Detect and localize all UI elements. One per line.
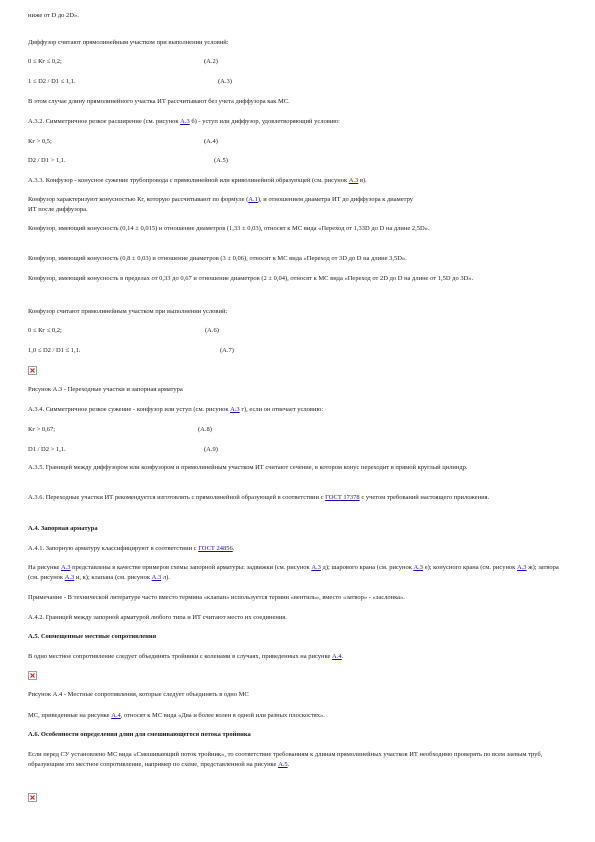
link-gost-24856[interactable]: ГОСТ 24856 xyxy=(198,545,233,552)
text-line: Конфузор, имеющий конусность (0,8 ± 0,03) и отношение диаметров (3 ± 0,06), относят к МС вида «Переход от 3D до D на длине 3,5D». xyxy=(28,255,407,262)
link-figure-a3[interactable]: А.3 xyxy=(348,177,359,184)
formula: D2 / D1 > 1,1. xyxy=(28,157,66,164)
formula: 1,0 ≤ D2 / D1 ≤ 1,1. xyxy=(28,347,81,354)
text-line: А.4.2. Границей между запорной арматурой любого типа и ИТ считают место их соединения. xyxy=(28,614,287,621)
text-line: Конфузор, имеющий конусность в пределах от 0,33 до 0,67 и отношение диаметров (2 ± 0,04), относят к МС вида «Переход от 2D до D на длине от 1,5D до 3D». xyxy=(28,275,474,282)
link-gost-17378[interactable]: ГОСТ 17378 xyxy=(325,494,360,501)
paragraph-a3-4: А.3.4. Симметричное резкое сужение - конфузор или уступ (см. рисунок А.3 г), если он отвечает условию: xyxy=(28,406,324,413)
broken-image-icon xyxy=(28,671,37,680)
figure-caption: Рисунок А.3 - Переходные участки и запорная арматура xyxy=(28,386,183,393)
text-line: А.3.5. Границей между диффузором или конфузором и прямолинейным участком ИТ считают сечение, в котором конус переходит в прямой круглый цилиндр. xyxy=(28,464,468,471)
link-figure-a3[interactable]: А.3 xyxy=(64,574,75,581)
link-figure-a3[interactable]: А.3 xyxy=(60,564,71,571)
text-line: Конфузор считают прямолинейным участком при выполнении условий: xyxy=(28,308,228,315)
paragraph-a3-2: А.3.2. Симметричное резкое расширение (см. рисунок А.3 б) - уступ или диффузор, удовлетворяющий условию: xyxy=(28,118,340,125)
paragraph-a3-3: А.3.3. Конфузор - конусное сужение трубопровода с прямолинейной или криволинейной образующей (см. рисунок А.3 в). xyxy=(28,177,367,184)
formula-number: (А.9) xyxy=(204,446,218,453)
formula-number: (А.6) xyxy=(205,327,219,334)
link-figure-a3[interactable]: А.3 xyxy=(151,574,162,581)
note-line: Примечание - В технической литературе часто вместо термина «клапан» используется термин «вентиль», вместо «затвор» - «заслонка». xyxy=(28,594,405,601)
link-figure-a3[interactable]: А.3 xyxy=(230,406,240,413)
formula-number: (А.2) xyxy=(204,58,218,65)
formula-number: (А.4) xyxy=(204,138,218,145)
broken-image-icon xyxy=(28,366,37,375)
link-figure-a4[interactable]: А.4 xyxy=(332,653,342,660)
text-line: Конфузор, имеющий конусность (0,14 ± 0,015) и отношение диаметров (1,33 ± 0,03), относят к МС вида «Переход от 1,33D до D на длине 2,5D». xyxy=(28,225,430,232)
formula: 0 ≤ Кг ≤ 0,2; xyxy=(28,58,62,65)
figure-caption: Рисунок А.4 - Местные сопротивления, которые следует объединять в одно МС xyxy=(28,691,249,698)
paragraph-a5: В одно местное сопротивление следует объединять тройники с коленами в случаях, приведенных на рисунке А.4. xyxy=(28,653,344,660)
broken-image-icon xyxy=(28,793,37,802)
formula-number: (А.8) xyxy=(198,426,212,433)
section-heading: А.6. Особенности определения длин для смешивающегося потока тройника xyxy=(28,731,251,738)
link-figure-a3[interactable]: А.3 xyxy=(311,564,321,571)
text-line: ниже от D до 2D». xyxy=(28,12,79,19)
text-line: Диффузор считают прямолинейным участком при выполнении условий: xyxy=(28,39,229,46)
link-formula-a1[interactable]: А.1 xyxy=(248,196,258,203)
paragraph-a3-6: А.3.6. Переходные участки ИТ рекомендуется изготовлять с прямолинейной образующей в соответствии с ГОСТ 17378 с учетом требований настоящего приложения. xyxy=(28,494,490,501)
link-figure-a3[interactable]: А.3 xyxy=(180,118,190,125)
formula: 0 ≤ Кг ≤ 0,2; xyxy=(28,327,62,334)
paragraph-a6: Если перед СУ установлено МС вида «Смешивающий поток тройник», то соответствие требованиям к длинам прямолинейных участков ИТ необходимо проверять по всем заевым труб, образующим это местное сопротивление, например по схеме, представленной на рисунке А.5. xyxy=(28,751,543,768)
link-figure-a3[interactable]: А.3 xyxy=(413,564,424,571)
text-line: В этом случае длину прямолинейного участка ИТ рассчитывают без учета диффузора как МС. xyxy=(28,98,290,105)
link-figure-a3[interactable]: А.3 xyxy=(516,564,527,571)
formula-number: (А.3) xyxy=(218,78,232,85)
section-heading: А.5. Совмещенные местные сопротивления xyxy=(28,633,157,640)
formula-number: (А.7) xyxy=(220,347,234,354)
link-figure-a5[interactable]: А.5 xyxy=(278,761,288,768)
paragraph-ms-type: МС, приведенные на рисунке А.4, относят к МС вида «Два и более колен в одной или разных плоскостях». xyxy=(28,712,325,719)
paragraph-konfuzor: Конфузор характеризуют конусностью Кг, которую рассчитывают по формуле (А.1), и отношением диаметра ИТ до диффузора к диаметру ИТ после диффузора. xyxy=(28,196,414,213)
formula-number: (А.5) xyxy=(214,157,228,164)
paragraph-a4-1: А.4.1. Запорную арматуру классифицируют в соответствии с ГОСТ 24856. xyxy=(28,545,235,552)
section-heading: А.4. Запорная арматура xyxy=(28,525,98,532)
formula: 1 ≤ D2 / D1 ≤ 1,1. xyxy=(28,78,76,85)
formula: Кг > 0,5; xyxy=(28,138,52,145)
paragraph-valves: На рисунке А.3 представлены в качестве примеров схемы запорной арматуры: задвижки (см. рисунок А.3 д); шарового крана (см. рисунок А.3 е); конусного крана (см. рисунок А.3 ж); затвора (см. рисунок А.3 и, к); клапана (см. рисунок А.3 л). xyxy=(28,564,559,581)
link-figure-a4[interactable]: А.4 xyxy=(111,712,121,719)
formula: D1 / D2 > 1,1. xyxy=(28,446,66,453)
formula: Кг > 0,67; xyxy=(28,426,56,433)
